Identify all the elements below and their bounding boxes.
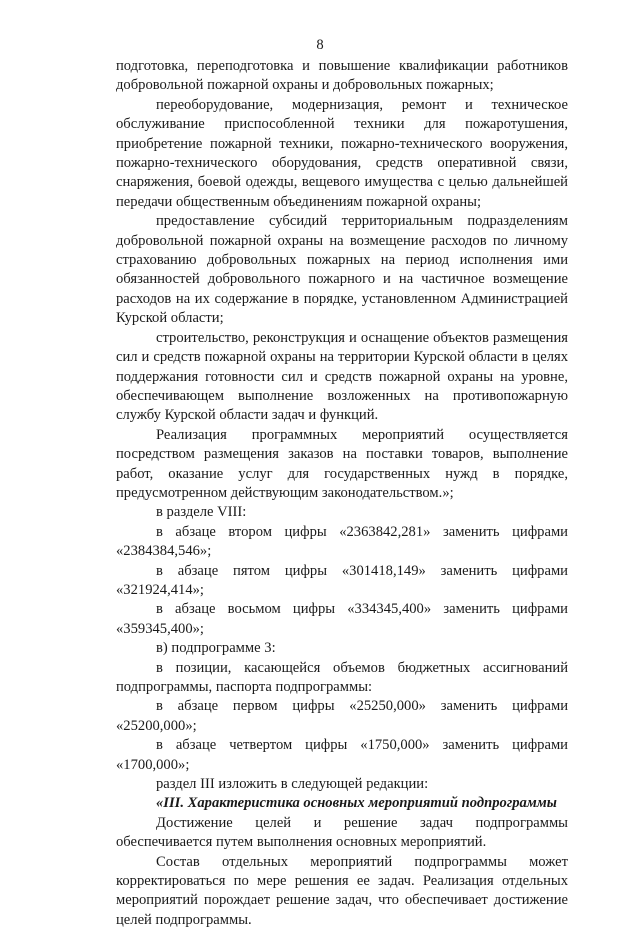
paragraph-subsidies: предоставление субсидий территориальным подразделениям добровольной пожарной охраны на возмещение расходов по личному страхованию добровольных пожарных на период исполнения ими обязанностей добровольного пожарного и на частичное возмещение расходов на их содержание в порядке, установленном Администрацией Курской области; — [116, 213, 568, 327]
document-body — [116, 57, 568, 930]
page-number: 8 — [316, 37, 324, 53]
paragraph-abzac-fourth: в абзаце четвертом цифры «1750,000» заменить цифрами «1700,000»; — [116, 737, 568, 773]
section-heading: «III. Характеристика основных мероприятий подпрограммы — [156, 795, 557, 812]
paragraph-implementation: Реализация программных мероприятий осуществляется посредством размещения заказов на поставки товаров, выполнение работ, оказание услуг для государственных нужд в порядке, предусмотренном действующим законодательством.»; — [116, 426, 568, 501]
paragraph-subprogram-3: в) подпрограмме 3: — [156, 640, 276, 657]
paragraph-equipment: переоборудование, модернизация, ремонт и техническое обслуживание приспособленной техники для пожаротушения, приобретение пожарной техники, пожарно-технического вооружения, пожарно-технического оборудования, средств оперативной связи, снаряжения, боевой одежды, вещевого имущества с целью дальнейшей передачи общественным объединениям пожарной охраны; — [116, 96, 568, 210]
paragraph-composition: Состав отдельных мероприятий подпрограммы может корректироваться по мере решения ее задач. Реализация отдельных мероприятий порождает решение задач, что обеспечивает достижение целей подпрограммы. — [116, 853, 568, 928]
paragraph-training: подготовка, переподготовка и повышение квалификации работников добровольной пожарной охраны и добровольных пожарных; — [116, 58, 568, 94]
paragraph-position: в позиции, касающейся объемов бюджетных ассигнований подпрограммы, паспорта подпрограммы: — [116, 659, 568, 695]
paragraph-abzac-fifth: в абзаце пятом цифры «301418,149» заменить цифрами «321924,414»; — [116, 562, 568, 598]
paragraph-section-viii: в разделе VIII: — [156, 504, 247, 521]
paragraph-abzac-second: в абзаце втором цифры «2363842,281» заменить цифрами «2384384,546»; — [116, 523, 568, 560]
paragraph-abzac-eighth: в абзаце восьмом цифры «334345,400» заменить цифрами «359345,400»; — [116, 601, 568, 637]
paragraph-construction: строительство, реконструкция и оснащение объектов размещения сил и средств пожарной охраны на территории Курской области в целях поддержания готовности сил и средств пожарной охраны на уровне, обеспечивающем выполнение возложенных на противопожарную службу Курской области задач и функций. — [116, 329, 568, 424]
paragraph-goals: Достижение целей и решение задач подпрограммы обеспечивается путем выполнения основных мероприятий. — [116, 814, 568, 851]
paragraph-abzac-first: в абзаце первом цифры «25250,000» заменить цифрами «25200,000»; — [116, 698, 568, 734]
paragraph-section-iii: раздел III изложить в следующей редакции: — [156, 776, 429, 793]
